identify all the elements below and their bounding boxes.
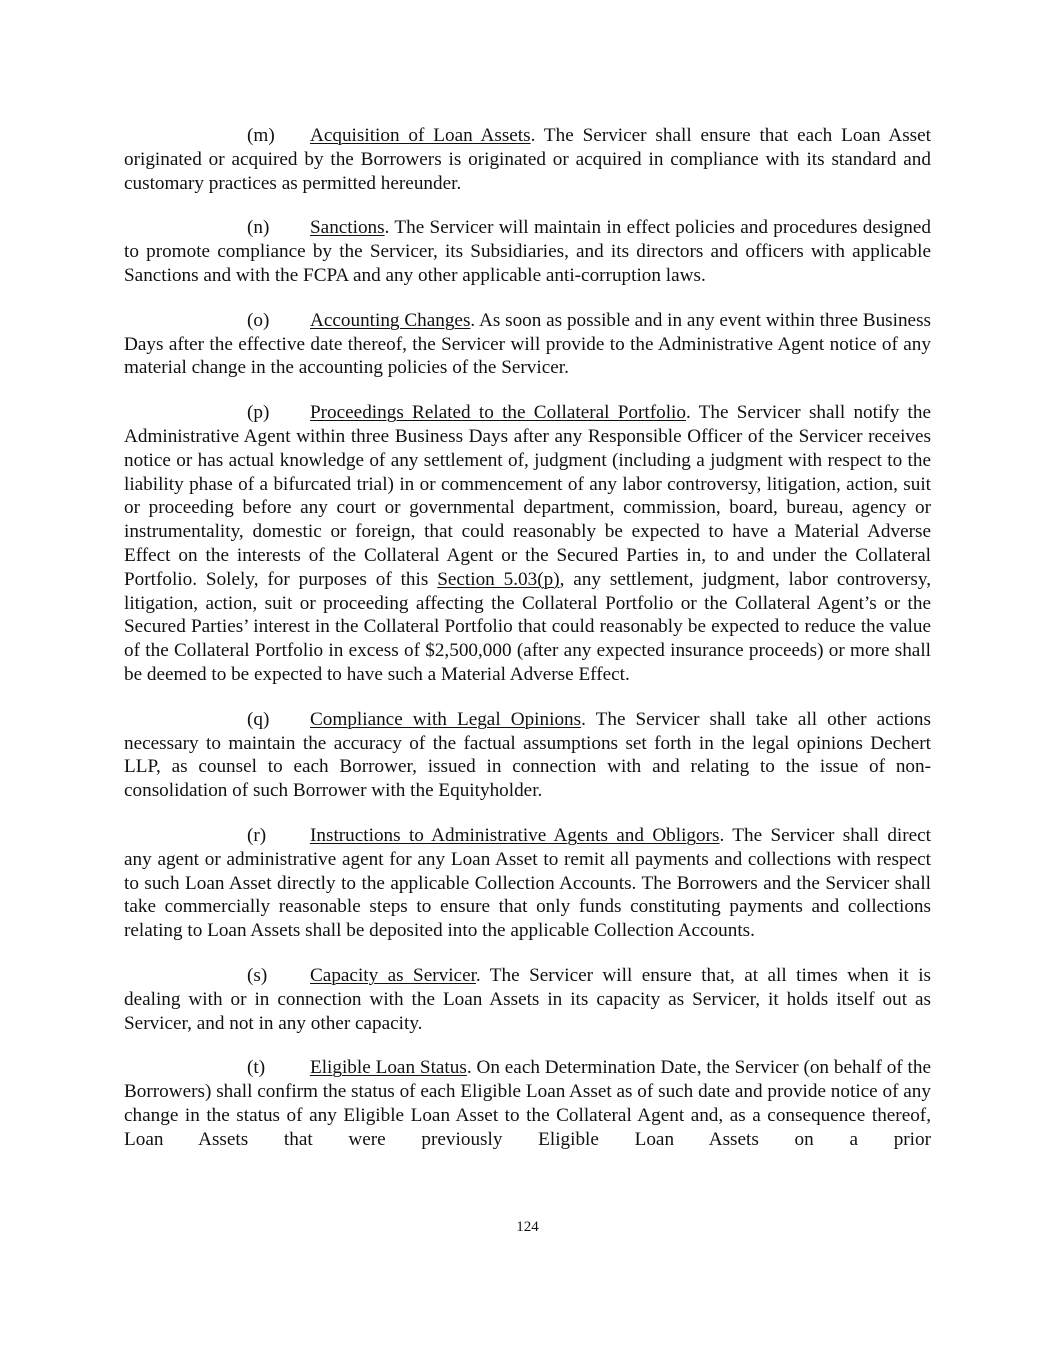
- section-heading: Capacity as Servicer: [310, 964, 476, 986]
- section-heading: Eligible Loan Status: [310, 1057, 467, 1079]
- section-label: (s): [247, 964, 268, 986]
- section-body: . The Servicer shall take all other actions necessary to maintain the accuracy of the factual assumptions set forth in the legal opinions Dechert LLP, as counsel to each Borrower, issued in connection with and relating to the issue of non-consolidation of such Borrower with the Equityholder.: [124, 708, 931, 802]
- section-body: . The Servicer shall direct any agent or administrative agent for any Loan Asset to remit all payments and collections with respect to such Loan Asset directly to the applicable Collection Accounts. The Borrowers and the Servicer shall take commercially reasonable steps to ensure that only funds constituting payments and collections relating to Loan Assets shall be deposited into the applicable Collection Accounts.: [124, 824, 932, 942]
- section-m: [124, 124, 931, 195]
- section-q: [124, 708, 931, 803]
- section-o: [124, 309, 931, 380]
- section-label: (r): [247, 824, 267, 846]
- section-r: [124, 824, 931, 943]
- section-heading: Instructions to Administrative Agents and Obligors: [310, 824, 720, 846]
- section-label: (o): [247, 309, 270, 331]
- section-body: . As soon as possible and in any event within three Business Days after the effective date thereof, the Servicer will provide to the Administrative Agent notice of any material change in the accounting policies of the Servicer.: [124, 309, 932, 379]
- section-n: [124, 216, 931, 287]
- page-number: 124: [516, 1219, 539, 1235]
- section-heading: Proceedings Related to the Collateral Portfolio: [310, 402, 686, 424]
- section-p: [124, 401, 931, 687]
- section-body: . The Servicer will ensure that, at all times when it is dealing with or in connection with the Loan Assets in its capacity as Servicer, it holds itself out as Servicer, and not in any other capacity.: [124, 964, 931, 1034]
- section-body: . On each Determination Date, the Servicer (on behalf of the Borrowers) shall confirm the status of each Eligible Loan Asset as of such date and provide notice of any change in the status of any Eligible Loan Asset to the Collateral Agent and, as a consequence thereof, Loan Assets that were previously Eligible Loan Assets on a prior: [124, 1057, 931, 1150]
- section-label: (p): [247, 402, 270, 424]
- section-heading: Accounting Changes: [310, 309, 471, 331]
- section-label: (q): [247, 708, 270, 730]
- document-page: [124, 124, 931, 1172]
- section-label: (m): [247, 125, 275, 146]
- section-body-continued: , any settlement, judgment, labor controversy, litigation, action, suit or proceeding affecting the Collateral Portfolio or the Collateral Agent’s or the Secured Parties’ interest in the Collateral Portfolio that could reasonably be expected to reduce the value of the Collateral Portfolio in excess of $2,500,000 (after any expected insurance proceeds) or more shall be deemed to be expected to have such a Material Adverse Effect.: [124, 568, 931, 685]
- section-label: (n): [247, 217, 270, 239]
- section-heading: Compliance with Legal Opinions: [310, 708, 582, 730]
- section-body: . The Servicer will maintain in effect policies and procedures designed to promote compliance by the Servicer, its Subsidiaries, and its directors and officers with applicable Sanctions and with the FCPA and any other applicable anti-corruption laws.: [124, 217, 931, 286]
- section-body: . The Servicer shall ensure that each Loan Asset originated or acquired by the Borrowers is originated or acquired in compliance with its standard and customary practices as permitted hereunder.: [124, 125, 931, 194]
- section-cross-reference: Section 5.03(p): [437, 568, 560, 590]
- section-body: . The Servicer shall notify the Administrative Agent within three Business Days after any Responsible Officer of the Servicer receives notice or has actual knowledge of any settlement of, judgment (including a judgment with respect to the liability phase of a bifurcated trial) in or commencement of any labor controversy, litigation, action, suit or proceeding before any court or governmental department, commission, board, bureau, agency or instrumentality, domestic or foreign, that could reasonably be expected to have a Material Adverse Effect on the interests of the Collateral Agent or the Secured Parties in, to and under the Collateral Portfolio. Solely, for purposes of this: [124, 402, 931, 590]
- section-label: (t): [247, 1057, 266, 1079]
- section-heading: Acquisition of Loan Assets: [310, 125, 531, 146]
- section-t: [124, 1056, 931, 1151]
- section-s: [124, 964, 931, 1035]
- section-heading: Sanctions: [310, 217, 385, 239]
